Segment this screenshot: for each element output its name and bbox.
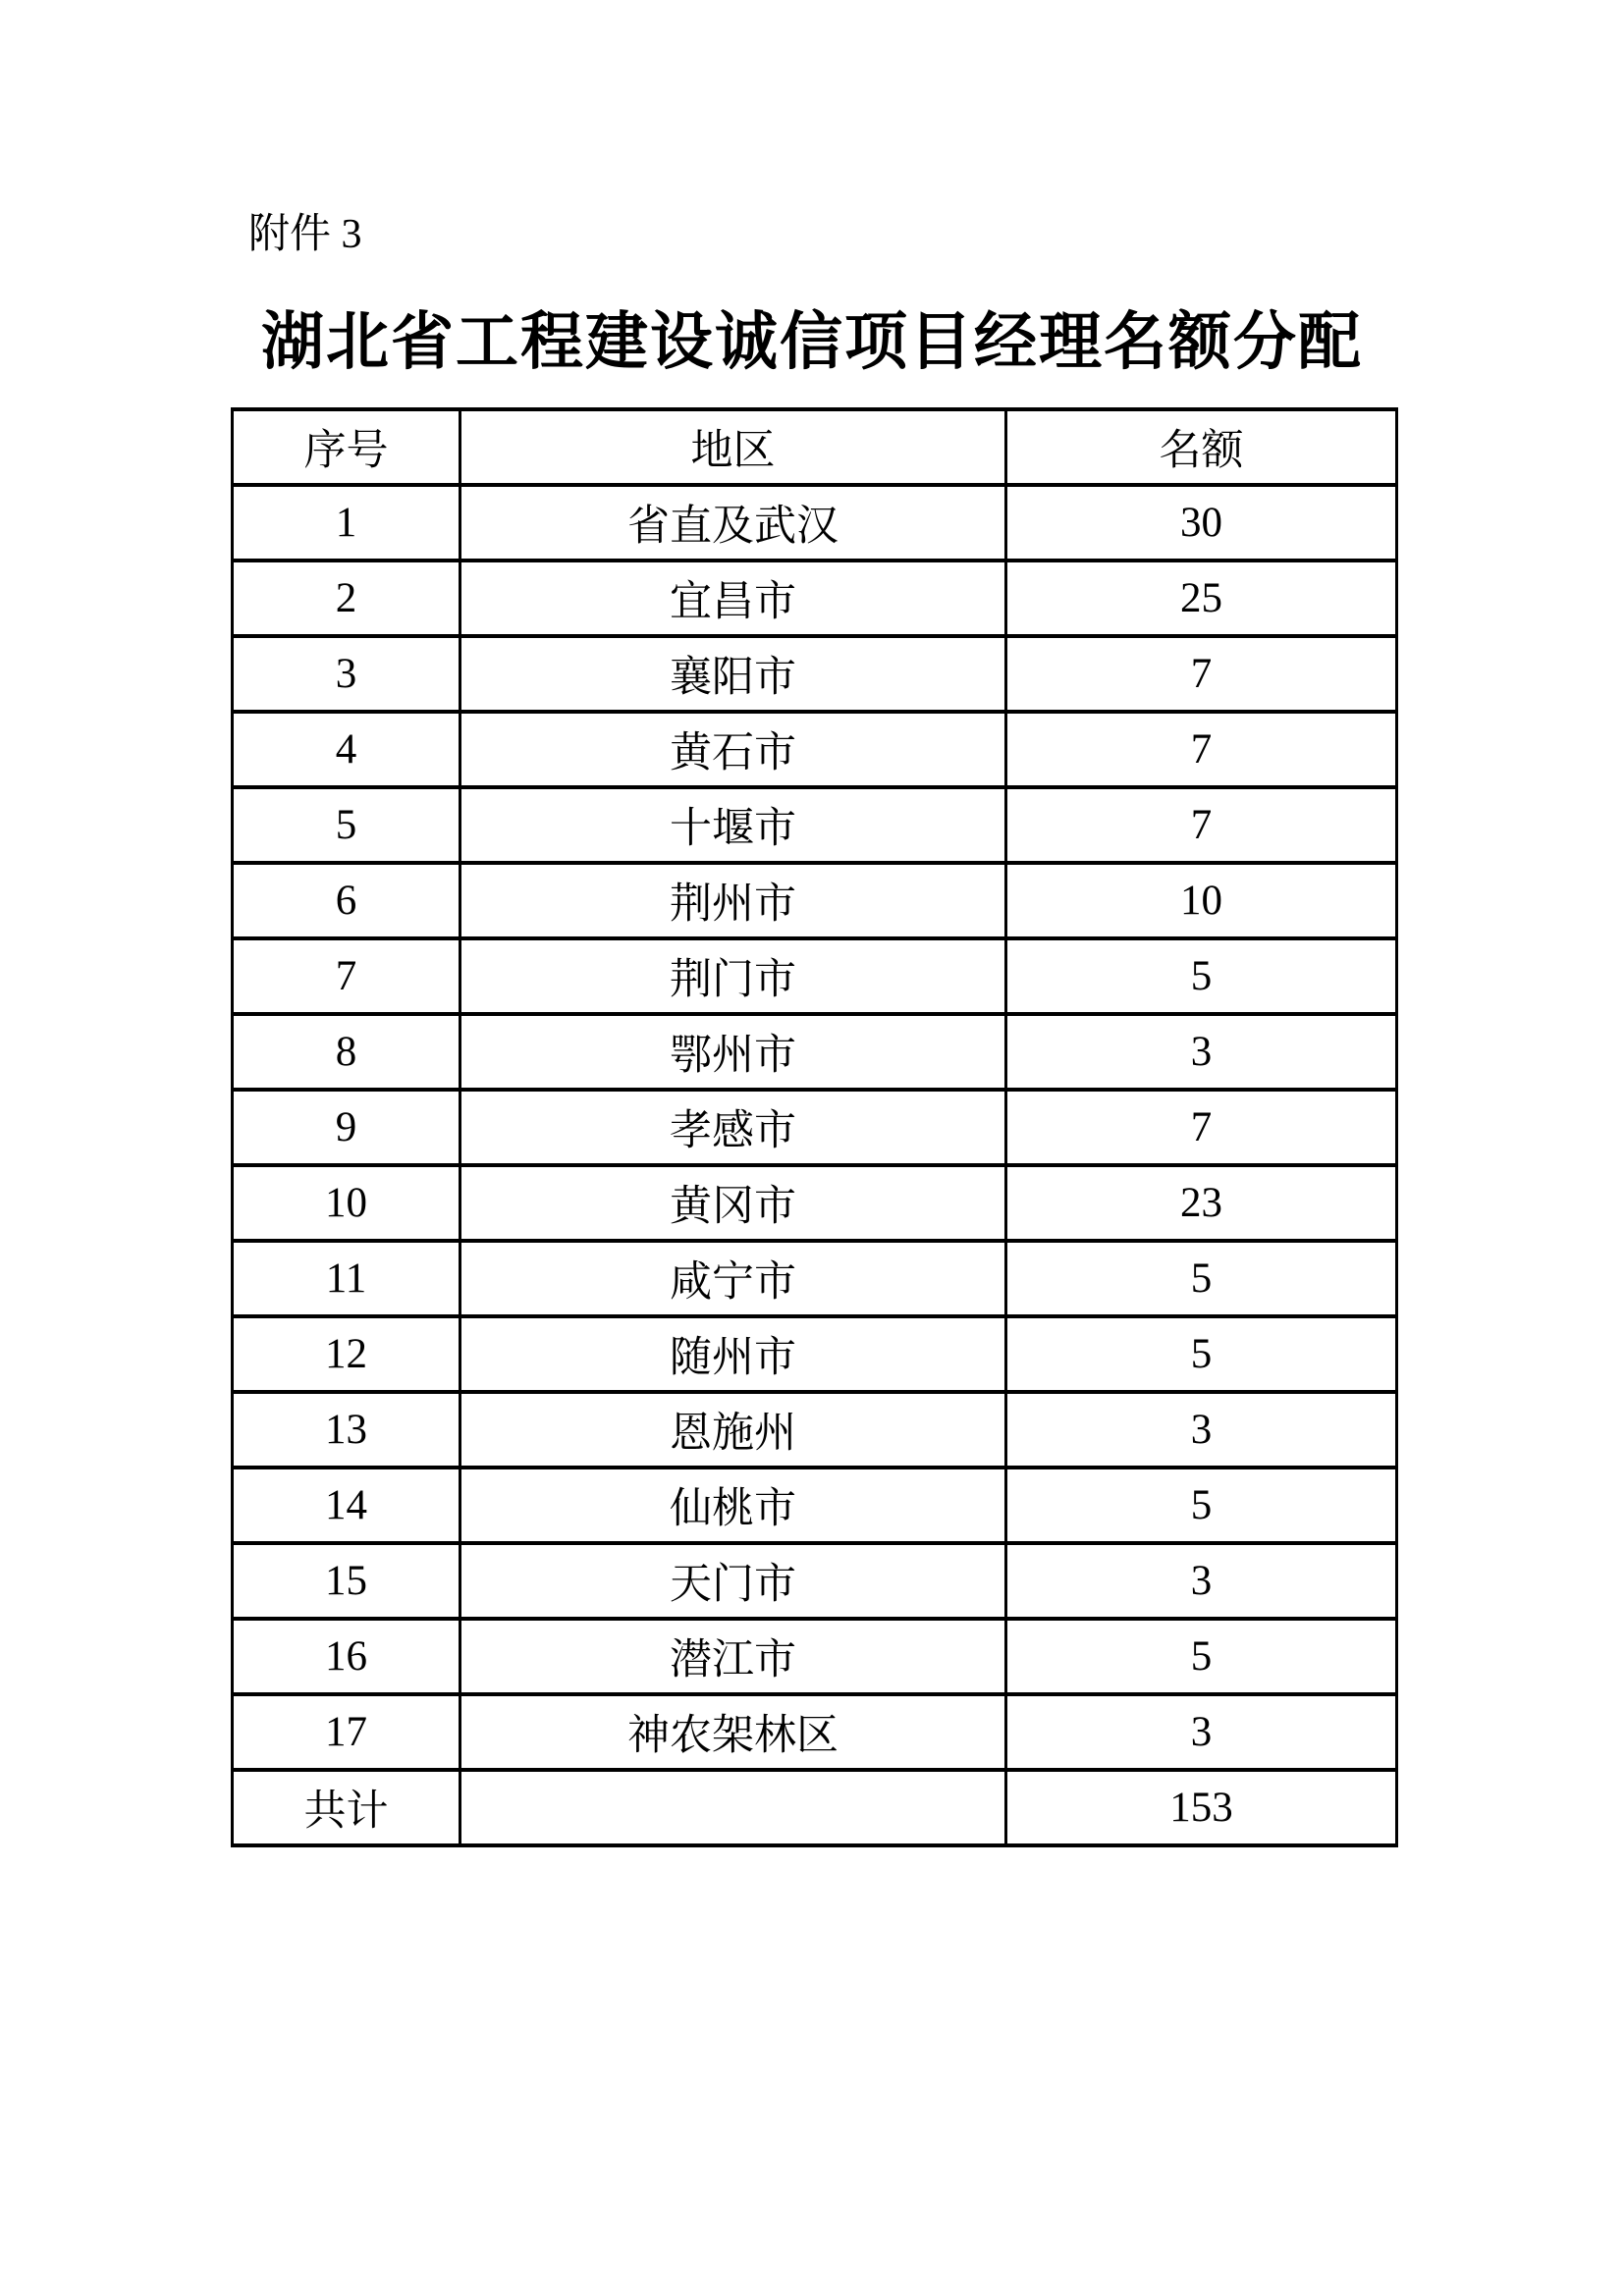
table-row [233, 1241, 1397, 1316]
table-row [233, 787, 1397, 863]
quota-table [231, 407, 1398, 1847]
total-row [233, 1770, 1397, 1845]
row-number-cell: 6 [233, 863, 460, 938]
quota-cell: 3 [1006, 1543, 1397, 1619]
quota-cell: 25 [1006, 561, 1397, 636]
row-number-cell: 15 [233, 1543, 460, 1619]
quota-cell: 5 [1006, 1468, 1397, 1543]
table-row [233, 1468, 1397, 1543]
row-number-cell: 17 [233, 1694, 460, 1770]
region-cell: 黄石市 [460, 712, 1006, 787]
quota-cell: 3 [1006, 1694, 1397, 1770]
table-row [233, 1165, 1397, 1241]
page-title: 湖北省工程建设诚信项目经理名额分配 [261, 306, 1363, 377]
header-cell-quota: 名额 [1006, 409, 1397, 485]
row-number-cell: 11 [233, 1241, 460, 1316]
quota-cell: 7 [1006, 1090, 1397, 1165]
row-number-cell: 3 [233, 636, 460, 712]
quota-cell: 23 [1006, 1165, 1397, 1241]
region-cell: 省直及武汉 [460, 485, 1006, 561]
row-number-cell: 1 [233, 485, 460, 561]
region-cell: 天门市 [460, 1543, 1006, 1619]
region-cell: 神农架林区 [460, 1694, 1006, 1770]
region-cell: 宜昌市 [460, 561, 1006, 636]
region-cell: 鄂州市 [460, 1014, 1006, 1090]
row-number-cell: 9 [233, 1090, 460, 1165]
region-cell: 随州市 [460, 1316, 1006, 1392]
total-label-cell: 共计 [233, 1770, 460, 1845]
row-number-cell: 7 [233, 938, 460, 1014]
attachment-label: 附件 3 [248, 212, 362, 257]
quota-cell: 3 [1006, 1014, 1397, 1090]
quota-cell: 3 [1006, 1392, 1397, 1468]
table-row [233, 1014, 1397, 1090]
row-number-cell: 14 [233, 1468, 460, 1543]
table-row [233, 1543, 1397, 1619]
table-row [233, 863, 1397, 938]
table-row [233, 1316, 1397, 1392]
table-row [233, 1090, 1397, 1165]
row-number-cell: 12 [233, 1316, 460, 1392]
quota-cell: 5 [1006, 1241, 1397, 1316]
table-row [233, 561, 1397, 636]
total-region-cell [460, 1770, 1006, 1845]
region-cell: 襄阳市 [460, 636, 1006, 712]
table-row [233, 938, 1397, 1014]
row-number-cell: 13 [233, 1392, 460, 1468]
quota-cell: 5 [1006, 938, 1397, 1014]
region-cell: 十堰市 [460, 787, 1006, 863]
region-cell: 荆州市 [460, 863, 1006, 938]
quota-cell: 7 [1006, 787, 1397, 863]
table-row [233, 1619, 1397, 1694]
row-number-cell: 2 [233, 561, 460, 636]
region-cell: 仙桃市 [460, 1468, 1006, 1543]
table-row [233, 636, 1397, 712]
quota-cell: 30 [1006, 485, 1397, 561]
row-number-cell: 5 [233, 787, 460, 863]
region-cell: 孝感市 [460, 1090, 1006, 1165]
row-number-cell: 8 [233, 1014, 460, 1090]
quota-cell: 5 [1006, 1316, 1397, 1392]
quota-cell: 7 [1006, 712, 1397, 787]
region-cell: 咸宁市 [460, 1241, 1006, 1316]
table-row [233, 485, 1397, 561]
header-cell-no: 序号 [233, 409, 460, 485]
row-number-cell: 16 [233, 1619, 460, 1694]
header-row [233, 409, 1397, 485]
table-row [233, 712, 1397, 787]
header-cell-region: 地区 [460, 409, 1006, 485]
table-row [233, 1392, 1397, 1468]
total-quota-cell: 153 [1006, 1770, 1397, 1845]
region-cell: 恩施州 [460, 1392, 1006, 1468]
table-row [233, 1694, 1397, 1770]
region-cell: 黄冈市 [460, 1165, 1006, 1241]
quota-cell: 10 [1006, 863, 1397, 938]
row-number-cell: 4 [233, 712, 460, 787]
quota-cell: 7 [1006, 636, 1397, 712]
row-number-cell: 10 [233, 1165, 460, 1241]
region-cell: 潜江市 [460, 1619, 1006, 1694]
region-cell: 荆门市 [460, 938, 1006, 1014]
quota-cell: 5 [1006, 1619, 1397, 1694]
